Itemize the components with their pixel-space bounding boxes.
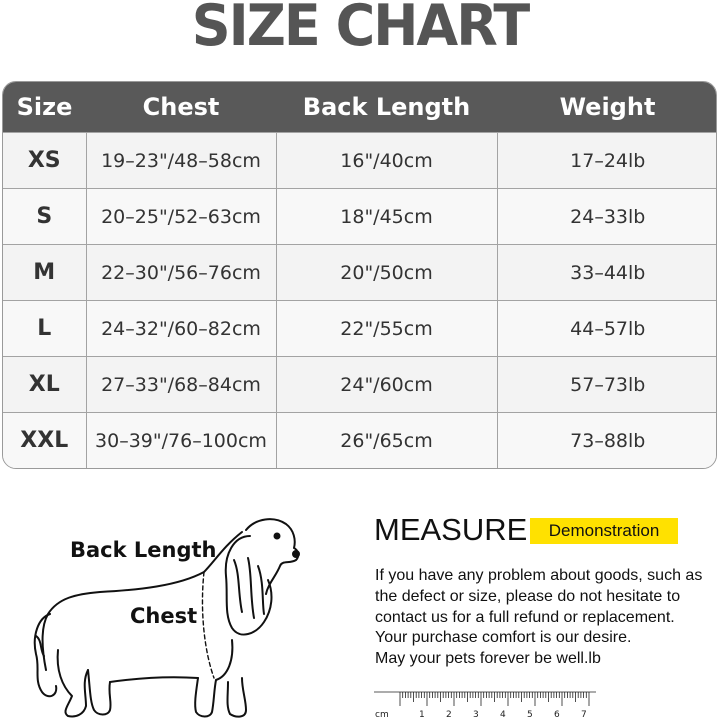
size-cell: XS [3,133,86,189]
back-length-cell: 22"/55cm [276,301,497,357]
ruler-number: 4 [500,710,506,720]
size-cell: S [3,189,86,245]
back-length-cell: 20"/50cm [276,245,497,301]
ruler-number: 5 [527,710,533,720]
ruler-number: 2 [446,710,452,720]
header-size: Size [3,82,86,133]
header-back-length: Back Length [276,82,497,133]
table-row [3,189,717,245]
size-chart-table [2,81,717,469]
weight-cell: 33–44lb [497,245,717,301]
size-cell: XXL [3,413,86,468]
weight-cell: 24–33lb [497,189,717,245]
description-line: Your purchase comfort is our desire. [375,629,632,647]
page-title: SIZE CHART [191,0,529,59]
ruler-number: 3 [473,710,479,720]
back-length-cell: 18"/45cm [276,189,497,245]
chest-cell: 24–32"/60–82cm [86,301,276,357]
weight-cell: 73–88lb [497,413,717,468]
ruler-number: 7 [581,710,587,720]
table-header-row [3,82,717,133]
demonstration-badge: Demonstration [530,518,678,544]
back-length-cell: 24"/60cm [276,357,497,413]
chest-cell: 19–23"/48–58cm [86,133,276,189]
ruler-number: 6 [554,710,560,720]
back-length-cell: 26"/65cm [276,413,497,468]
description-line: contact us for a full refund or replacement. [375,608,675,626]
header-weight: Weight [497,82,717,133]
measure-description [375,566,720,670]
size-cell: XL [3,357,86,413]
table-row [3,245,717,301]
weight-cell: 44–57lb [497,301,717,357]
description-line: If you have any problem about goods, such as [375,567,703,584]
table-row [3,357,717,413]
ruler-number: 1 [419,710,425,720]
measure-title: MEASURE [374,512,528,547]
chest-cell: 20–25"/52–63cm [86,189,276,245]
back-length-cell: 16"/40cm [276,133,497,189]
table-row [3,133,717,189]
header-chest: Chest [86,82,276,133]
description-line: the defect or size, please do not hesitate to [375,587,681,605]
size-cell: L [3,301,86,357]
ruler-unit: cm [375,710,389,720]
weight-cell: 57–73lb [497,357,717,413]
chest-label: Chest [130,604,198,628]
table-row [3,301,717,357]
back-length-label: Back Length [70,538,217,562]
weight-cell: 17–24lb [497,133,717,189]
chest-cell: 27–33"/68–84cm [86,357,276,413]
description-line: May your pets forever be well.lb [375,650,601,668]
table-row [3,413,717,468]
size-cell: M [3,245,86,301]
chest-cell: 22–30"/56–76cm [86,245,276,301]
ruler-icon [374,690,596,722]
chest-cell: 30–39"/76–100cm [86,413,276,468]
